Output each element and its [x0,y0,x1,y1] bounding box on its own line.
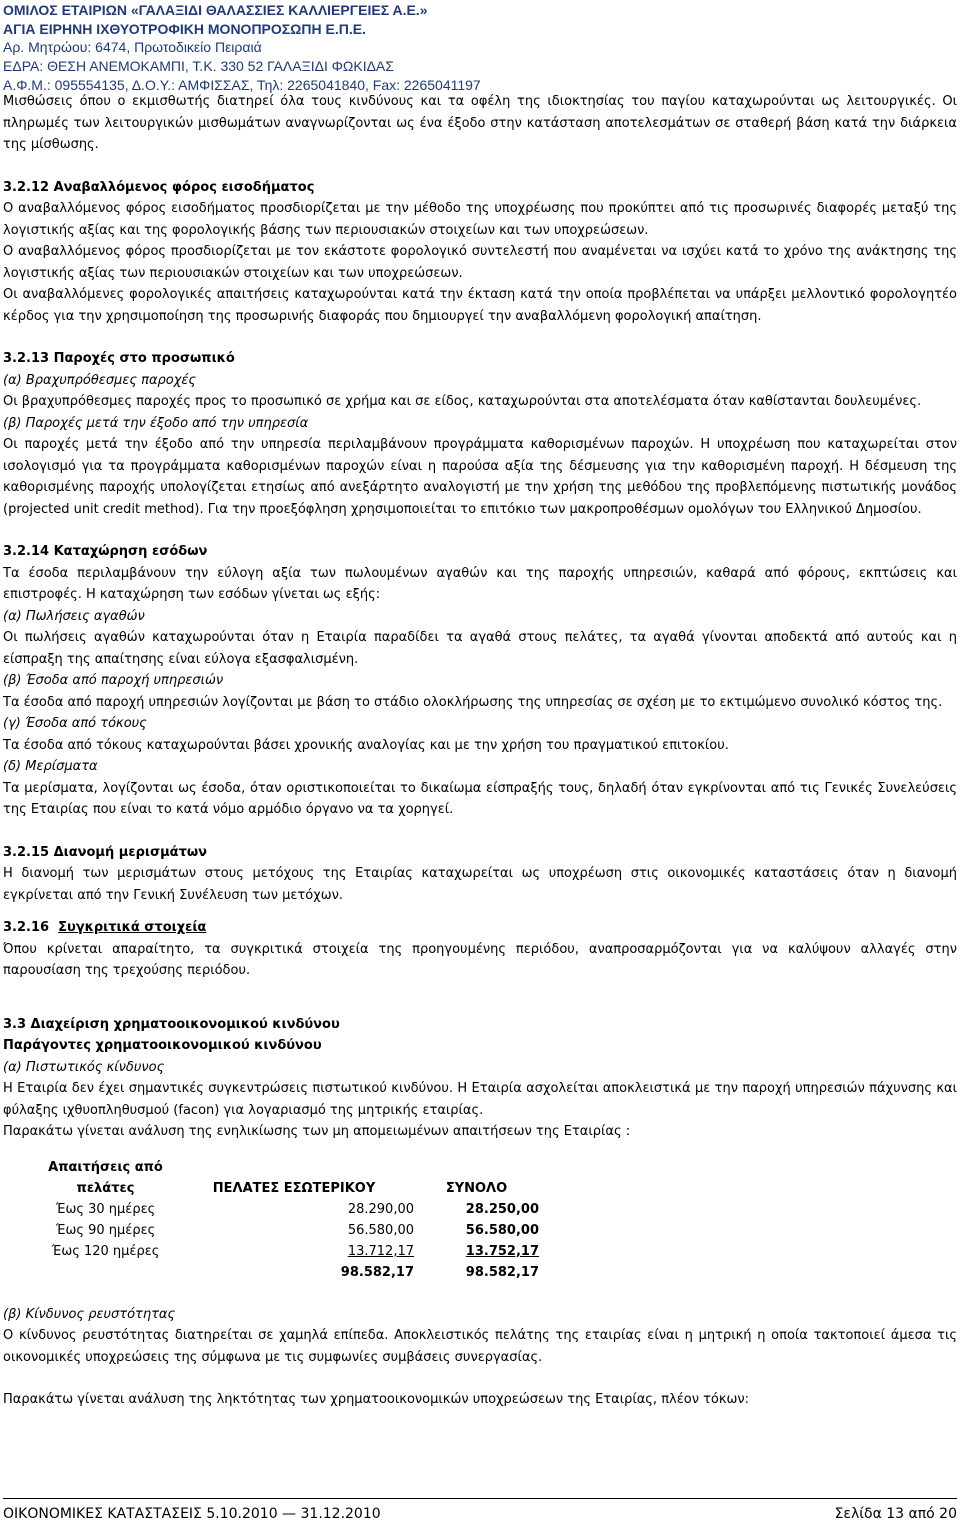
section-3-2-12-title: 3.2.12 Αναβαλλόμενος φόρος εισοδήματος [3,179,315,195]
section-3-3-b-text2: Παρακάτω γίνεται ανάλυση της ληκτότητας των χρηματοοικονομικών υποχρεώσεων της Εταιρίας, πλέον τόκων: [3,1392,750,1407]
section-3-2-13-b-title: (β) Παροχές μετά την έξοδο από την υπηρεσία [3,415,309,431]
table-header-col3: ΣΥΝΟΛΟ [445,1180,508,1196]
sum-domestic: 98.582,17 [340,1264,414,1280]
section-3-2-14-b-title: (β) Έσοδα από παροχή υπηρεσιών [3,673,224,688]
section-3-2-12-p1: Ο αναβαλλόμενος φόρος εισοδήματος προσδιορίζεται με την μέθοδο της υποχρέωσης που προκύπτει από τις προσωρινές διαφορές μεταξύ της λογιστικής αξίας και της φορολογικής βάσης των περιουσιακών στοιχείων και των υποχρεώσεων. [3,201,957,238]
row-total: 13.752,17 [465,1243,539,1259]
row-total: 28.250,00 [465,1201,539,1217]
section-3-2-14-c-text: Τα έσοδα από τόκους καταχωρούνται βάσει χρονικής αναλογίας και με την χρήση του πραγματικού επιτοκίου. [3,737,729,753]
table-row [37,1241,539,1262]
section-3-2-14-a-text: Οι πωλήσεις αγαθών καταχωρούνται όταν η Εταιρία παραδίδει τα αγαθά στους πελάτες, τα αγαθά γίνονται αποδεκτά από αυτούς και η είσπραξη της απαίτησης είναι εύλογα εξασφαλισμένη. [3,630,957,667]
section-3-2-13-a-title: (α) Βραχυπρόθεσμες παροχές [3,372,197,388]
section-3-2-16-number: 3.2.16 [3,920,50,935]
footer-title: ΟΙΚΟΝΟΜΙΚΕΣ ΚΑΤΑΣΤΑΣΕΙΣ 5.10.2010 — 31.12.2010 [3,1506,381,1522]
section-3-3-a-title: (α) Πιστωτικός κίνδυνος [3,1059,165,1075]
page-footer [3,1498,957,1529]
section-3-2-13-a-text: Οι βραχυπρόθεσμες παροχές προς το προσωπικό σε χρήμα και σε είδος, καταχωρούνται στα αποτελέσματα όταν καθίστανται δουλευμένες. [3,394,922,409]
table-header-row [37,1157,539,1178]
row-domestic: 13.712,17 [347,1243,414,1259]
table-row [37,1199,539,1220]
section-3-2-12-p3: Οι αναβαλλόμενες φορολογικές απαιτήσεις καταχωρούνται κατά την έκταση κατά την οποία προβλέπεται να υπάρξει μελλοντικό φορολογητέο κέρδος για την χρησιμοποίηση της προσωρινής διαφοράς που δημιουργεί την αναβαλλόμενη φορολογική απαίτηση. [3,287,957,324]
table-row [37,1220,539,1241]
section-3-2-15-p1: Η διανομή των μερισμάτων στους μετόχους της Εταιρίας καταχωρείται ως υποχρέωση στις οικονομικές καταστάσεις όταν η διανομή εγκρίνεται από την Γενική Συνέλευση των μετόχων. [3,866,957,903]
page-number: Σελίδα 13 από 20 [834,1506,957,1522]
row-label: Έως 30 ημέρες [55,1201,156,1217]
row-domestic: 28.290,00 [347,1201,414,1217]
section-3-3-b-title: (β) Κίνδυνος ρευστότητας [3,1306,176,1322]
section-3-2-12-p2: Ο αναβαλλόμενος φόρος προσδιορίζεται με τον εκάστοτε φορολογικό συντελεστή που αναμένεται να ισχύει κατά το χρόνο της ανάκτησης της λογιστικής αξίας των περιουσιακών στοιχείων και των υποχρεώσεων. [3,244,957,281]
row-label: Έως 90 ημέρες [55,1222,156,1238]
section-3-3-b-text: Ο κίνδυνος ρευστότητας διατηρείται σε χαμηλά επίπεδα. Αποκλειστικός πελάτης της εταιρίας είναι η μητρική η οποία τακτοποιεί άμεσα τις οικονομικές υποχρεώσεις της σύμφωνα με τις συμφωνίες συμβάσεις συνεργασίας. [3,1328,957,1365]
section-3-3-a-text2: Παρακάτω γίνεται ανάλυση της ενηλικίωσης των μη απομειωμένων απαιτήσεων της Εταιρίας : [3,1124,631,1139]
intro-paragraph: Μισθώσεις όπου ο εκμισθωτής διατηρεί όλα τους κινδύνους και τα οφέλη της ιδιοκτησίας του παγίου καταχωρούνται ως λειτουργικές. Οι πληρωμές των λειτουργικών μισθωμάτων αναγνωρίζονται ως ένα έξοδο στην κατάσταση αποτελεσμάτων σε σταθερή βάση κατά την διάρκεια της μίσθωσης. [3,94,957,152]
table-header-col2: ΠΕΛΑΤΕΣ ΕΣΩΤΕΡΙΚΟΥ [212,1180,376,1196]
section-3-3-subtitle: Παράγοντες χρηματοοικονομικού κινδύνου [3,1038,322,1053]
section-3-3-title: 3.3 Διαχείριση χρηματοοικονομικού κινδύνου [3,1016,340,1032]
section-3-2-13-title: 3.2.13 Παροχές στο προσωπικό [3,351,235,366]
registry-line: Αρ. Μητρώου: 6474, Πρωτοδικείο Πειραιά [3,39,262,55]
section-3-2-15-title: 3.2.15 Διανομή μερισμάτων [3,844,208,860]
sum-total: 98.582,17 [465,1264,539,1280]
subsidiary-name: ΑΓΙΑ ΕΙΡΗΝΗ ΙΧΘΥΟΤΡΟΦΙΚΗ ΜΟΝΟΠΡΟΣΩΠΗ Ε.Π.Ε. [3,21,366,37]
receivables-aging-table [37,1157,539,1283]
section-3-2-14-c-title: (γ) Έσοδα από τόκους [3,716,147,731]
table-header-col1-line1: Απαιτήσεις από [48,1159,163,1175]
section-3-2-16-title [3,917,957,939]
section-3-2-16-title-text: Συγκριτικά στοιχεία [58,920,207,935]
row-domestic: 56.580,00 [347,1222,414,1238]
table-sum-row [37,1262,539,1283]
section-3-2-14-d-title: (δ) Μερίσματα [3,759,98,774]
section-3-2-14-a-title: (α) Πωλήσεις αγαθών [3,608,145,624]
seat-line: ΕΔΡΑ: ΘΕΣΗ ΑΝΕΜΟΚΑΜΠΙ, Τ.Κ. 330 52 ΓΑΛΑΞΙΔΙ ΦΩΚΙΔΑΣ [3,58,394,74]
section-3-2-14-p1: Τα έσοδα περιλαμβάνουν την εύλογη αξία των πωλουμένων αγαθών και της παροχής υπηρεσιών, καθαρά από φόρους, εκπτώσεις και επιστροφές. Η καταχώρηση των εσόδων γίνεται ως εξής: [3,565,957,602]
section-3-2-14-b-text: Τα έσοδα από παροχή υπηρεσιών λογίζονται με βάση το στάδιο ολοκλήρωσης της υπηρεσίας σε σχέση με το εκτιμώμενο συνολικό κόστος της. [3,694,943,710]
tax-line: Α.Φ.Μ.: 095554135, Δ.Ο.Υ.: ΑΜΦΙΣΣΑΣ, Τηλ: 2265041840, Fax: 2265041197 [3,77,481,93]
table-header-col1-line2: πελάτες [76,1180,135,1196]
row-total: 56.580,00 [465,1222,539,1238]
section-3-2-14-title: 3.2.14 Καταχώρηση εσόδων [3,544,208,559]
company-name: ΟΜΙΛΟΣ ΕΤΑΙΡΙΩΝ «ΓΑΛΑΞΙΔΙ ΘΑΛΑΣΣΙΕΣ ΚΑΛΛΙΕΡΓΕΙΕΣ Α.Ε.» [3,2,428,18]
document-body [3,91,957,1411]
section-3-2-13-b-text: Οι παροχές μετά την έξοδο από την υπηρεσία περιλαμβάνουν προγράμματα καθορισμένων παροχών. Η υποχρέωση που καταχωρείται στον ισολογισμό για τα προγράμματα καθορισμένων παροχών είναι η παρούσα αξία της δέσμευσης για την καθορισμένη παροχή. Η δέσμευση της καθορισμένης παροχής υπολογίζεται ετησίως από ανεξάρτητο αναλογιστή με την χρήση της μεθόδου της προβλεπόμενης πιστωτικής μονάδος (projected unit credit method). Για την προεξόφληση χρησιμοποιείται το επιτόκιο των μακροπροθέσμων ομολόγων του Ελληνικού Δημοσίου. [3,437,957,517]
table-header-row [37,1178,539,1199]
row-label: Έως 120 ημέρες [51,1243,160,1259]
section-3-2-16-p1: Όπου κρίνεται απαραίτητο, τα συγκριτικά στοιχεία της προηγουμένης περιόδου, αναπροσαρμόζονται για να καλύψουν αλλαγές στην παρουσίαση της τρεχούσης περιόδου. [3,941,957,978]
section-3-3-a-text: Η Εταιρία δεν έχει σημαντικές συγκεντρώσεις πιστωτικού κινδύνου. Η Εταιρία ασχολείται αποκλειστικά με την παροχή υπηρεσιών πάχυνσης και φύλαξης ιχθυοπληθυσμού (facon) για λογαριασμό της μητρικής εταιρίας. [3,1081,957,1118]
section-3-2-14-d-text: Τα μερίσματα, λογίζονται ως έσοδα, όταν οριστικοποιείται το δικαίωμα είσπραξής τους, δηλαδή όταν εγκρίνονται από τις Γενικές Συνελεύσεις της Εταιρίας που είναι το κατά νόμο αρμόδιο όργανο να τα χορηγεί. [3,780,957,817]
